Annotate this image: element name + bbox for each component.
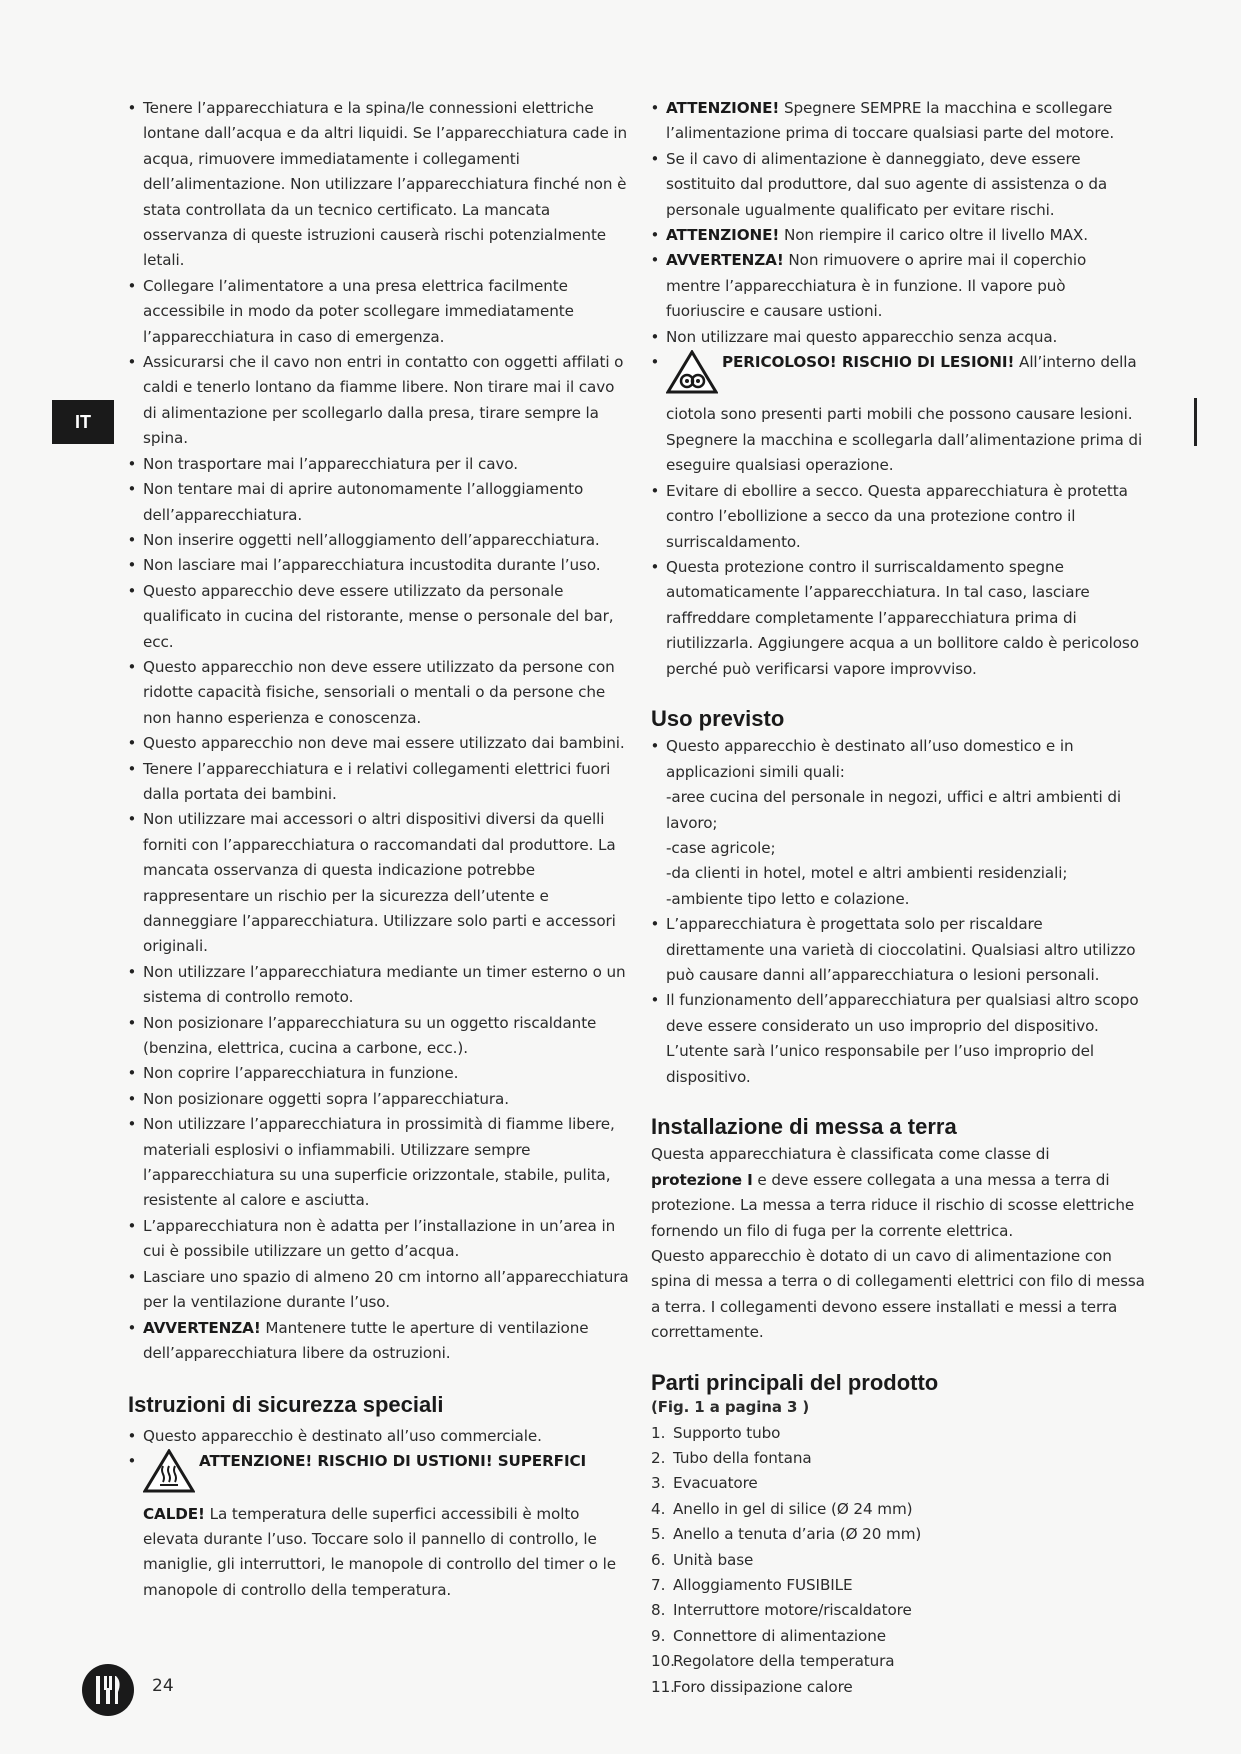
part-item: 6. Unità base: [651, 1550, 754, 1569]
list-item: • Non lasciare mai l’apparecchiatura incustodita durante l’uso.: [128, 553, 630, 578]
moving-parts-warning-icon: [666, 350, 718, 402]
part-item: 9. Connettore di alimentazione: [651, 1626, 886, 1645]
list-item: • ATTENZIONE! RISCHIO DI USTIONI! SUPERFICI CALDE! La temperatura delle superfici accessibili è molto elevata durante l’uso. Toccare solo il pannello di controllo, le maniglie, gli interruttori, le manopole di controllo del timer o le manopole di controllo della temperatura.: [128, 1449, 630, 1603]
list-item: • Non trasportare mai l’apparecchiatura per il cavo.: [128, 452, 630, 477]
list-item: • Non utilizzare l’apparecchiatura mediante un timer esterno o un sistema di controllo remoto.: [128, 960, 630, 1011]
list-item: • Non utilizzare mai questo apparecchio senza acqua.: [651, 325, 1145, 350]
list-item: • Non utilizzare mai accessori o altri dispositivi diversi da quelli forniti con l’apparecchiatura o raccomandati dal produttore. La mancata osservanza di questa indicazione potrebbe rappresentare un rischio per la sicurezza dell’utente e danneggiare l’apparecchiatura. Utilizzare solo parti e accessori originali.: [128, 807, 630, 959]
list-item: • Questo apparecchio è destinato all’uso domestico e in applicazioni simili quali: -aree cucina del personale in negozi, uffici e altri ambienti di lavoro; -case agricole; -da clienti in hotel, motel e altri ambienti residenziali; -ambiente tipo letto e colazione.: [651, 734, 1145, 912]
warning-label: AVVERTENZA!: [143, 1318, 261, 1337]
list-item: • Tenere l’apparecchiatura e la spina/le connessioni elettriche lontane dall’acqua e da altri liquidi. Se l’apparecchiatura cade in acqua, rimuovere immediatamente i collegamenti dell’alimentazione. Non utilizzare l’apparecchiatura finché non è stata controllata da un tecnico certificato. La mancata osservanza di queste istruzioni causerà rischi potenzialmente letali.: [128, 96, 630, 274]
list-item: • Se il cavo di alimentazione è danneggiato, deve essere sostituito dal produttore, dal suo agente di assistenza o da personale ugualmente qualificato per evitare rischi.: [651, 147, 1145, 223]
cutlery-logo-icon: [82, 1664, 134, 1716]
section-heading-uso: Uso previsto: [651, 705, 785, 731]
part-item: 11. Foro dissipazione calore: [651, 1677, 853, 1696]
left-column: [128, 96, 630, 1603]
right-column: [651, 96, 1145, 1700]
part-item: 8. Interruttore motore/riscaldatore: [651, 1601, 912, 1620]
list-item: • ATTENZIONE! Non riempire il carico oltre il livello MAX.: [651, 223, 1145, 248]
terra-paragraph-2: Questo apparecchio è dotato di un cavo di alimentazione con spina di messa a terra o di collegamenti elettrici con filo di messa a terra. I collegamenti devono essere installati e messi a terra correttamente.: [651, 1247, 1145, 1342]
list-item: • Tenere l’apparecchiatura e i relativi collegamenti elettrici fuori dalla portata dei bambini.: [128, 757, 630, 808]
list-item: • L’apparecchiatura non è adatta per l’installazione in un’area in cui è possibile utilizzare un getto d’acqua.: [128, 1214, 630, 1265]
terra-paragraph-1: Questa apparecchiatura è classificata come classe di protezione I e deve essere collegata a una messa a terra di protezione. La messa a terra riduce il rischio di scosse elettriche fornendo un filo di fuga per la corrente elettrica.: [651, 1145, 1135, 1240]
part-item: 2. Tubo della fontana: [651, 1448, 812, 1467]
list-item: • Questa protezione contro il surriscaldamento spegne automaticamente l’apparecchiatura. In tal caso, lasciare raffreddare completamente l’apparecchiatura prima di riutilizzarla. Aggiungere acqua a un bollitore caldo è pericoloso perché può verificarsi vapore improvviso.: [651, 555, 1145, 682]
list-item: • Il funzionamento dell’apparecchiatura per qualsiasi altro scopo deve essere considerato un uso improprio del dispositivo. L’utente sarà l’unico responsabile per l’uso improprio del dispositivo.: [651, 988, 1145, 1090]
right-safety-list: [651, 96, 1145, 682]
uso-list: [651, 734, 1145, 1090]
list-item: • Assicurarsi che il cavo non entri in contatto con oggetti affilati o caldi e tenerlo lontano da fiamme libere. Non tirare mai il cavo di alimentazione per scollegarlo dalla presa, tirare sempre la spina.: [128, 350, 630, 452]
list-item: • Non utilizzare l’apparecchiatura in prossimità di fiamme libere, materiali esplosivi o infiammabili. Utilizzare sempre l’apparecchiatura su una superficie orizzontale, stabile, pulita, resistente al calore e asciutta.: [128, 1112, 630, 1214]
list-item: • ATTENZIONE! Spegnere SEMPRE la macchina e scollegare l’alimentazione prima di toccare qualsiasi parte del motore.: [651, 96, 1145, 147]
section-heading-parti: Parti principali del prodotto: [651, 1369, 939, 1395]
part-item: 3. Evacuatore: [651, 1474, 758, 1493]
list-item: • AVVERTENZA! Mantenere tutte le aperture di ventilazione dell’apparecchiatura libere da ostruzioni.: [128, 1316, 630, 1367]
part-item: 5. Anello a tenuta d’aria (Ø 20 mm): [651, 1525, 922, 1544]
list-item: • PERICOLOSO! RISCHIO DI LESIONI! All’interno della ciotola sono presenti parti mobili che possono causare lesioni. Spegnere la macchina e scollegarla dall’alimentazione prima di eseguire qualsiasi operazione.: [651, 350, 1145, 479]
list-item: • Non inserire oggetti nell’alloggiamento dell’apparecchiatura.: [128, 528, 630, 553]
list-item: • Questo apparecchio è destinato all’uso commerciale.: [128, 1424, 630, 1449]
dash-item: -ambiente tipo letto e colazione.: [666, 889, 910, 908]
list-item: • Lasciare uno spazio di almeno 20 cm intorno all’apparecchiatura per la ventilazione durante l’uso.: [128, 1265, 630, 1316]
uso-dash-list: [651, 785, 1145, 912]
part-item: 4. Anello in gel di silice (Ø 24 mm): [651, 1499, 913, 1518]
language-tab-label: IT: [75, 411, 91, 432]
injury-warning-label: PERICOLOSO! RISCHIO DI LESIONI!: [722, 353, 1015, 372]
special-list: [128, 1424, 630, 1603]
list-item: • AVVERTENZA! Non rimuovere o aprire mai il coperchio mentre l’apparecchiatura è in funzione. Il vapore può fuoriuscire e causare ustioni.: [651, 248, 1145, 324]
part-item: 10. Regolatore della temperatura: [651, 1652, 895, 1671]
part-item: 7. Alloggiamento FUSIBILE: [651, 1575, 853, 1594]
dash-item: -da clienti in hotel, motel e altri ambienti residenziali;: [666, 864, 1068, 883]
section-heading-terra: Installazione di messa a terra: [651, 1114, 957, 1140]
dash-item: -aree cucina del personale in negozi, uffici e altri ambienti di lavoro;: [666, 788, 1122, 832]
right-margin-marker: [1194, 398, 1197, 446]
section-heading-special: Istruzioni di sicurezza speciali: [128, 1392, 444, 1418]
language-tab: [52, 400, 114, 444]
page-number: 24: [152, 1676, 174, 1696]
list-item: • Non tentare mai di aprire autonomamente l’alloggiamento dell’apparecchiatura.: [128, 477, 630, 528]
parts-list: [651, 1421, 1145, 1700]
list-item: • Collegare l’alimentatore a una presa elettrica facilmente accessibile in modo da poter scollegare immediatamente l’apparecchiatura in caso di emergenza.: [128, 274, 630, 350]
safety-list: [128, 96, 630, 1366]
list-item: • Questo apparecchio deve essere utilizzato da personale qualificato in cucina del ristorante, mense o personale del bar, ecc.: [128, 579, 630, 655]
list-item: • Non posizionare oggetti sopra l’apparecchiatura.: [128, 1087, 630, 1112]
part-item: 1. Supporto tubo: [651, 1423, 781, 1442]
list-item: • Questo apparecchio non deve mai essere utilizzato dai bambini.: [128, 731, 630, 756]
list-item: • Evitare di ebollire a secco. Questa apparecchiatura è protetta contro l’ebollizione a secco da una protezione contro il surriscaldamento.: [651, 479, 1145, 555]
list-item: • Non posizionare l’apparecchiatura su un oggetto riscaldante (benzina, elettrica, cucina a carbone, ecc.).: [128, 1011, 630, 1062]
list-item: • L’apparecchiatura è progettata solo per riscaldare direttamente una varietà di cioccolatini. Qualsiasi altro utilizzo può causare danni all’apparecchiatura o lesioni personali.: [651, 912, 1145, 988]
figure-reference: (Fig. 1 a pagina 3 ): [651, 1398, 810, 1417]
list-item: • Questo apparecchio non deve essere utilizzato da persone con ridotte capacità fisiche, sensoriali o mentali o da persone che non hanno esperienza e conoscenza.: [128, 655, 630, 731]
list-item: • Non coprire l’apparecchiatura in funzione.: [128, 1061, 630, 1086]
hot-surface-warning-icon: [143, 1449, 195, 1501]
dash-item: -case agricole;: [666, 838, 776, 857]
burn-warning-label: ATTENZIONE! RISCHIO DI USTIONI! SUPERFICI CALDE!: [143, 1452, 587, 1523]
